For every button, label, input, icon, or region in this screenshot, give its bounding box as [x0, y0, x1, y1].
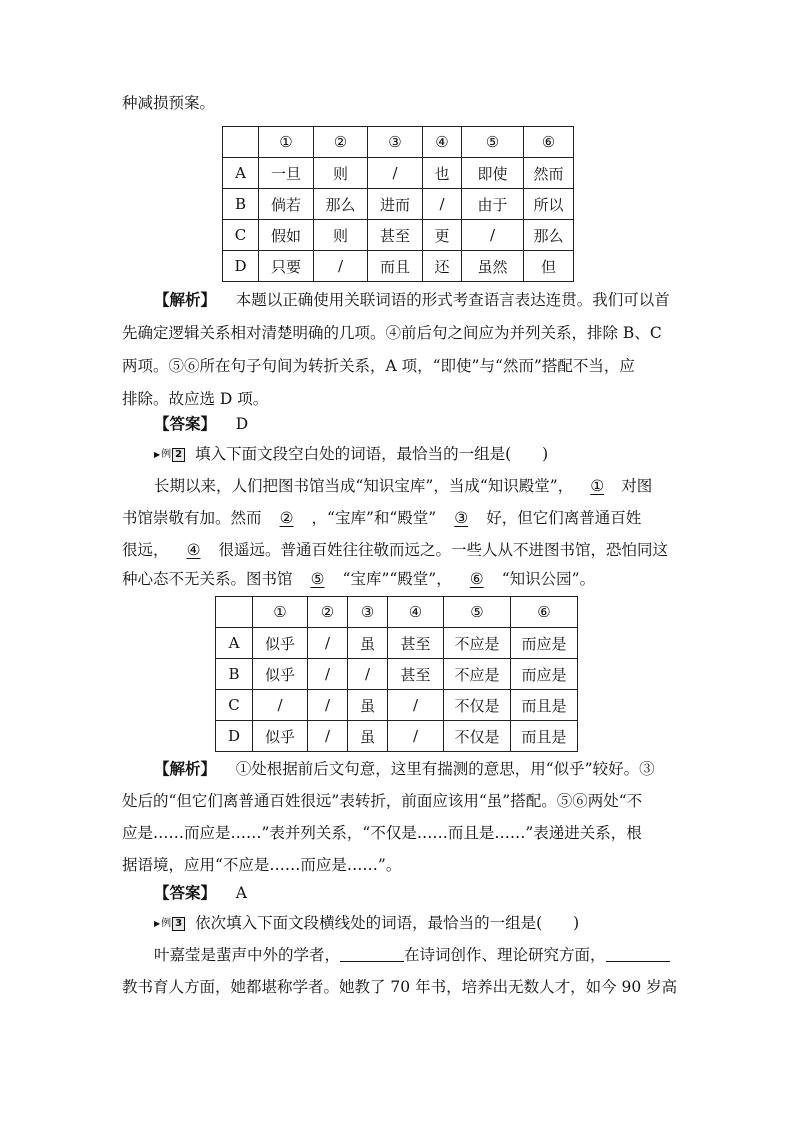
- table-cell: /: [423, 189, 462, 220]
- table-cell: [216, 597, 253, 628]
- passage-line: 长期以来，人们把图书馆当成“知识宝库”，当成“知识殿堂”， ① 对图: [154, 477, 653, 495]
- table-cell: D: [223, 251, 259, 282]
- table-cell: ②: [314, 127, 368, 158]
- table-cell: 不仅是: [444, 721, 511, 752]
- table-cell: ⑥: [524, 127, 574, 158]
- table-cell: C: [216, 690, 253, 721]
- analysis-line: 【解析】 ①处根据前后文句意，这里有揣测的意思，用“似乎”较好。③: [154, 759, 655, 778]
- table-cell: A: [223, 158, 259, 189]
- table-cell: /: [308, 690, 348, 721]
- table-row: [223, 220, 574, 251]
- analysis-line: 先确定逻辑关系相对清楚明确的几项。④前后句之间应为并列关系，排除 B、C: [122, 324, 662, 342]
- table-cell: 甚至: [388, 659, 444, 690]
- analysis-line: 【解析】 本题以正确使用关联词语的形式考查语言表达连贯。我们可以首: [154, 290, 670, 309]
- blank-4: ④: [186, 541, 201, 559]
- table-cell: 只要: [259, 251, 314, 282]
- answer-label: 【答案】: [154, 883, 217, 902]
- table-cell: 一旦: [259, 158, 314, 189]
- table-cell: 更: [423, 220, 462, 251]
- table-header-row: [223, 127, 574, 158]
- table-cell: 似乎: [253, 659, 308, 690]
- example-question: ▶ 例 2 填入下面文段空白处的词语，最恰当的一组是( ): [154, 445, 549, 463]
- analysis-line: 据语境，应用“不应是……而应是……”。: [122, 856, 402, 874]
- table-cell: 也: [423, 158, 462, 189]
- table-cell: /: [308, 628, 348, 659]
- table-cell: /: [462, 220, 524, 251]
- table-row: [223, 251, 574, 282]
- blank-3: ③: [454, 509, 469, 527]
- example-question: ▶ 例 3 依次填入下面文段横线处的词语，最恰当的一组是( ): [154, 914, 580, 932]
- table-cell: ①: [259, 127, 314, 158]
- table-cell: 似乎: [253, 721, 308, 752]
- table-cell: 不应是: [444, 628, 511, 659]
- table-cell: 由于: [462, 189, 524, 220]
- table-row: [216, 690, 578, 721]
- table-cell: 而且是: [511, 721, 578, 752]
- table-cell: /: [368, 158, 423, 189]
- table-row: [223, 158, 574, 189]
- passage-line: 书馆崇敬有加。然而 ② ，“宝库”和“殿堂” ③ 好，但它们离普通百姓: [122, 509, 642, 527]
- answer-label: 【答案】: [154, 414, 217, 433]
- options-table-2: [215, 596, 578, 752]
- table-row: [223, 189, 574, 220]
- passage-line: 叶嘉莹是蜚声中外的学者， 在诗词创作、理论研究方面，: [154, 945, 670, 965]
- table-cell: /: [308, 721, 348, 752]
- table-cell: [223, 127, 259, 158]
- passage-line: 很远， ④ 很遥远。普通百姓往往敬而远之。一些人从不进图书馆，恐怕同这: [122, 541, 669, 559]
- table-cell: 假如: [259, 220, 314, 251]
- table-cell: 则: [314, 158, 368, 189]
- table-cell: /: [348, 659, 388, 690]
- table-row: [216, 721, 578, 752]
- passage-line: 教书育人方面，她都堪称学者。她教了 70 年书，培养出无数人才，如今 90 岁高: [122, 978, 678, 996]
- table-cell: ③: [348, 597, 388, 628]
- table-cell: 虽然: [462, 251, 524, 282]
- analysis-line: 应是……而应是……”表并列关系，“不仅是……而且是……”表递进关系，根: [122, 824, 642, 842]
- analysis-line: 两项。⑤⑥所在句子句间为转折关系，A 项，“即使”与“然而”搭配不当，应: [122, 357, 635, 375]
- triangle-icon: ▶: [154, 450, 161, 459]
- analysis-line: 处后的“但它们离普通百姓很远”表转折，前面应该用“虽”搭配。⑤⑥两处“不: [122, 792, 643, 810]
- table-cell: A: [216, 628, 253, 659]
- table-cell: ②: [308, 597, 348, 628]
- table-cell: 则: [314, 220, 368, 251]
- blank-2: ②: [279, 509, 294, 527]
- table-cell: 而应是: [511, 628, 578, 659]
- table-cell: 但: [524, 251, 574, 282]
- table-cell: ①: [253, 597, 308, 628]
- table-cell: 即使: [462, 158, 524, 189]
- analysis-label: 【解析】: [154, 290, 217, 309]
- table-cell: 还: [423, 251, 462, 282]
- example-badge: ▶ 例 3: [154, 914, 185, 934]
- table-cell: 而且: [368, 251, 423, 282]
- table-cell: 似乎: [253, 628, 308, 659]
- table-cell: B: [223, 189, 259, 220]
- blank-line: [606, 946, 670, 962]
- table-cell: 甚至: [388, 628, 444, 659]
- table-cell: ④: [388, 597, 444, 628]
- table-cell: 那么: [314, 189, 368, 220]
- table-cell: /: [308, 659, 348, 690]
- paragraph-line: 种减损预案。: [122, 94, 216, 112]
- example-badge: ▶ 例 2: [154, 445, 185, 465]
- table-cell: 虽: [348, 628, 388, 659]
- options-table-1: [222, 126, 574, 282]
- table-cell: 然而: [524, 158, 574, 189]
- table-cell: 进而: [368, 189, 423, 220]
- blank-1: ①: [590, 477, 605, 495]
- table-cell: B: [216, 659, 253, 690]
- blank-line: [340, 946, 404, 962]
- table-cell: 虽: [348, 690, 388, 721]
- blank-5: ⑤: [310, 570, 325, 588]
- answer-value: D: [235, 415, 249, 433]
- analysis-label: 【解析】: [154, 759, 217, 778]
- table-header-row: [216, 597, 578, 628]
- table-cell: 不应是: [444, 659, 511, 690]
- table-cell: ④: [423, 127, 462, 158]
- answer-line: [154, 883, 247, 903]
- answer-line: [154, 414, 248, 434]
- answer-value: A: [235, 884, 247, 902]
- table-cell: 那么: [524, 220, 574, 251]
- table-cell: ⑤: [444, 597, 511, 628]
- triangle-icon: ▶: [154, 919, 161, 928]
- table-cell: 甚至: [368, 220, 423, 251]
- table-cell: /: [253, 690, 308, 721]
- table-cell: D: [216, 721, 253, 752]
- table-cell: /: [388, 721, 444, 752]
- passage-line: 种心态不无关系。图书馆 ⑤ “宝库”“殿堂”， ⑥ “知识公园”。: [122, 570, 596, 588]
- table-cell: /: [314, 251, 368, 282]
- table-cell: C: [223, 220, 259, 251]
- blank-6: ⑥: [469, 570, 484, 588]
- table-row: [216, 659, 578, 690]
- table-cell: 不仅是: [444, 690, 511, 721]
- table-cell: ⑥: [511, 597, 578, 628]
- table-cell: /: [388, 690, 444, 721]
- analysis-line: 排除。故应选 D 项。: [122, 390, 269, 408]
- table-cell: 而且是: [511, 690, 578, 721]
- table-cell: 而应是: [511, 659, 578, 690]
- table-cell: 所以: [524, 189, 574, 220]
- table-cell: ③: [368, 127, 423, 158]
- table-cell: 倘若: [259, 189, 314, 220]
- table-row: [216, 628, 578, 659]
- table-cell: ⑤: [462, 127, 524, 158]
- table-cell: 虽: [348, 721, 388, 752]
